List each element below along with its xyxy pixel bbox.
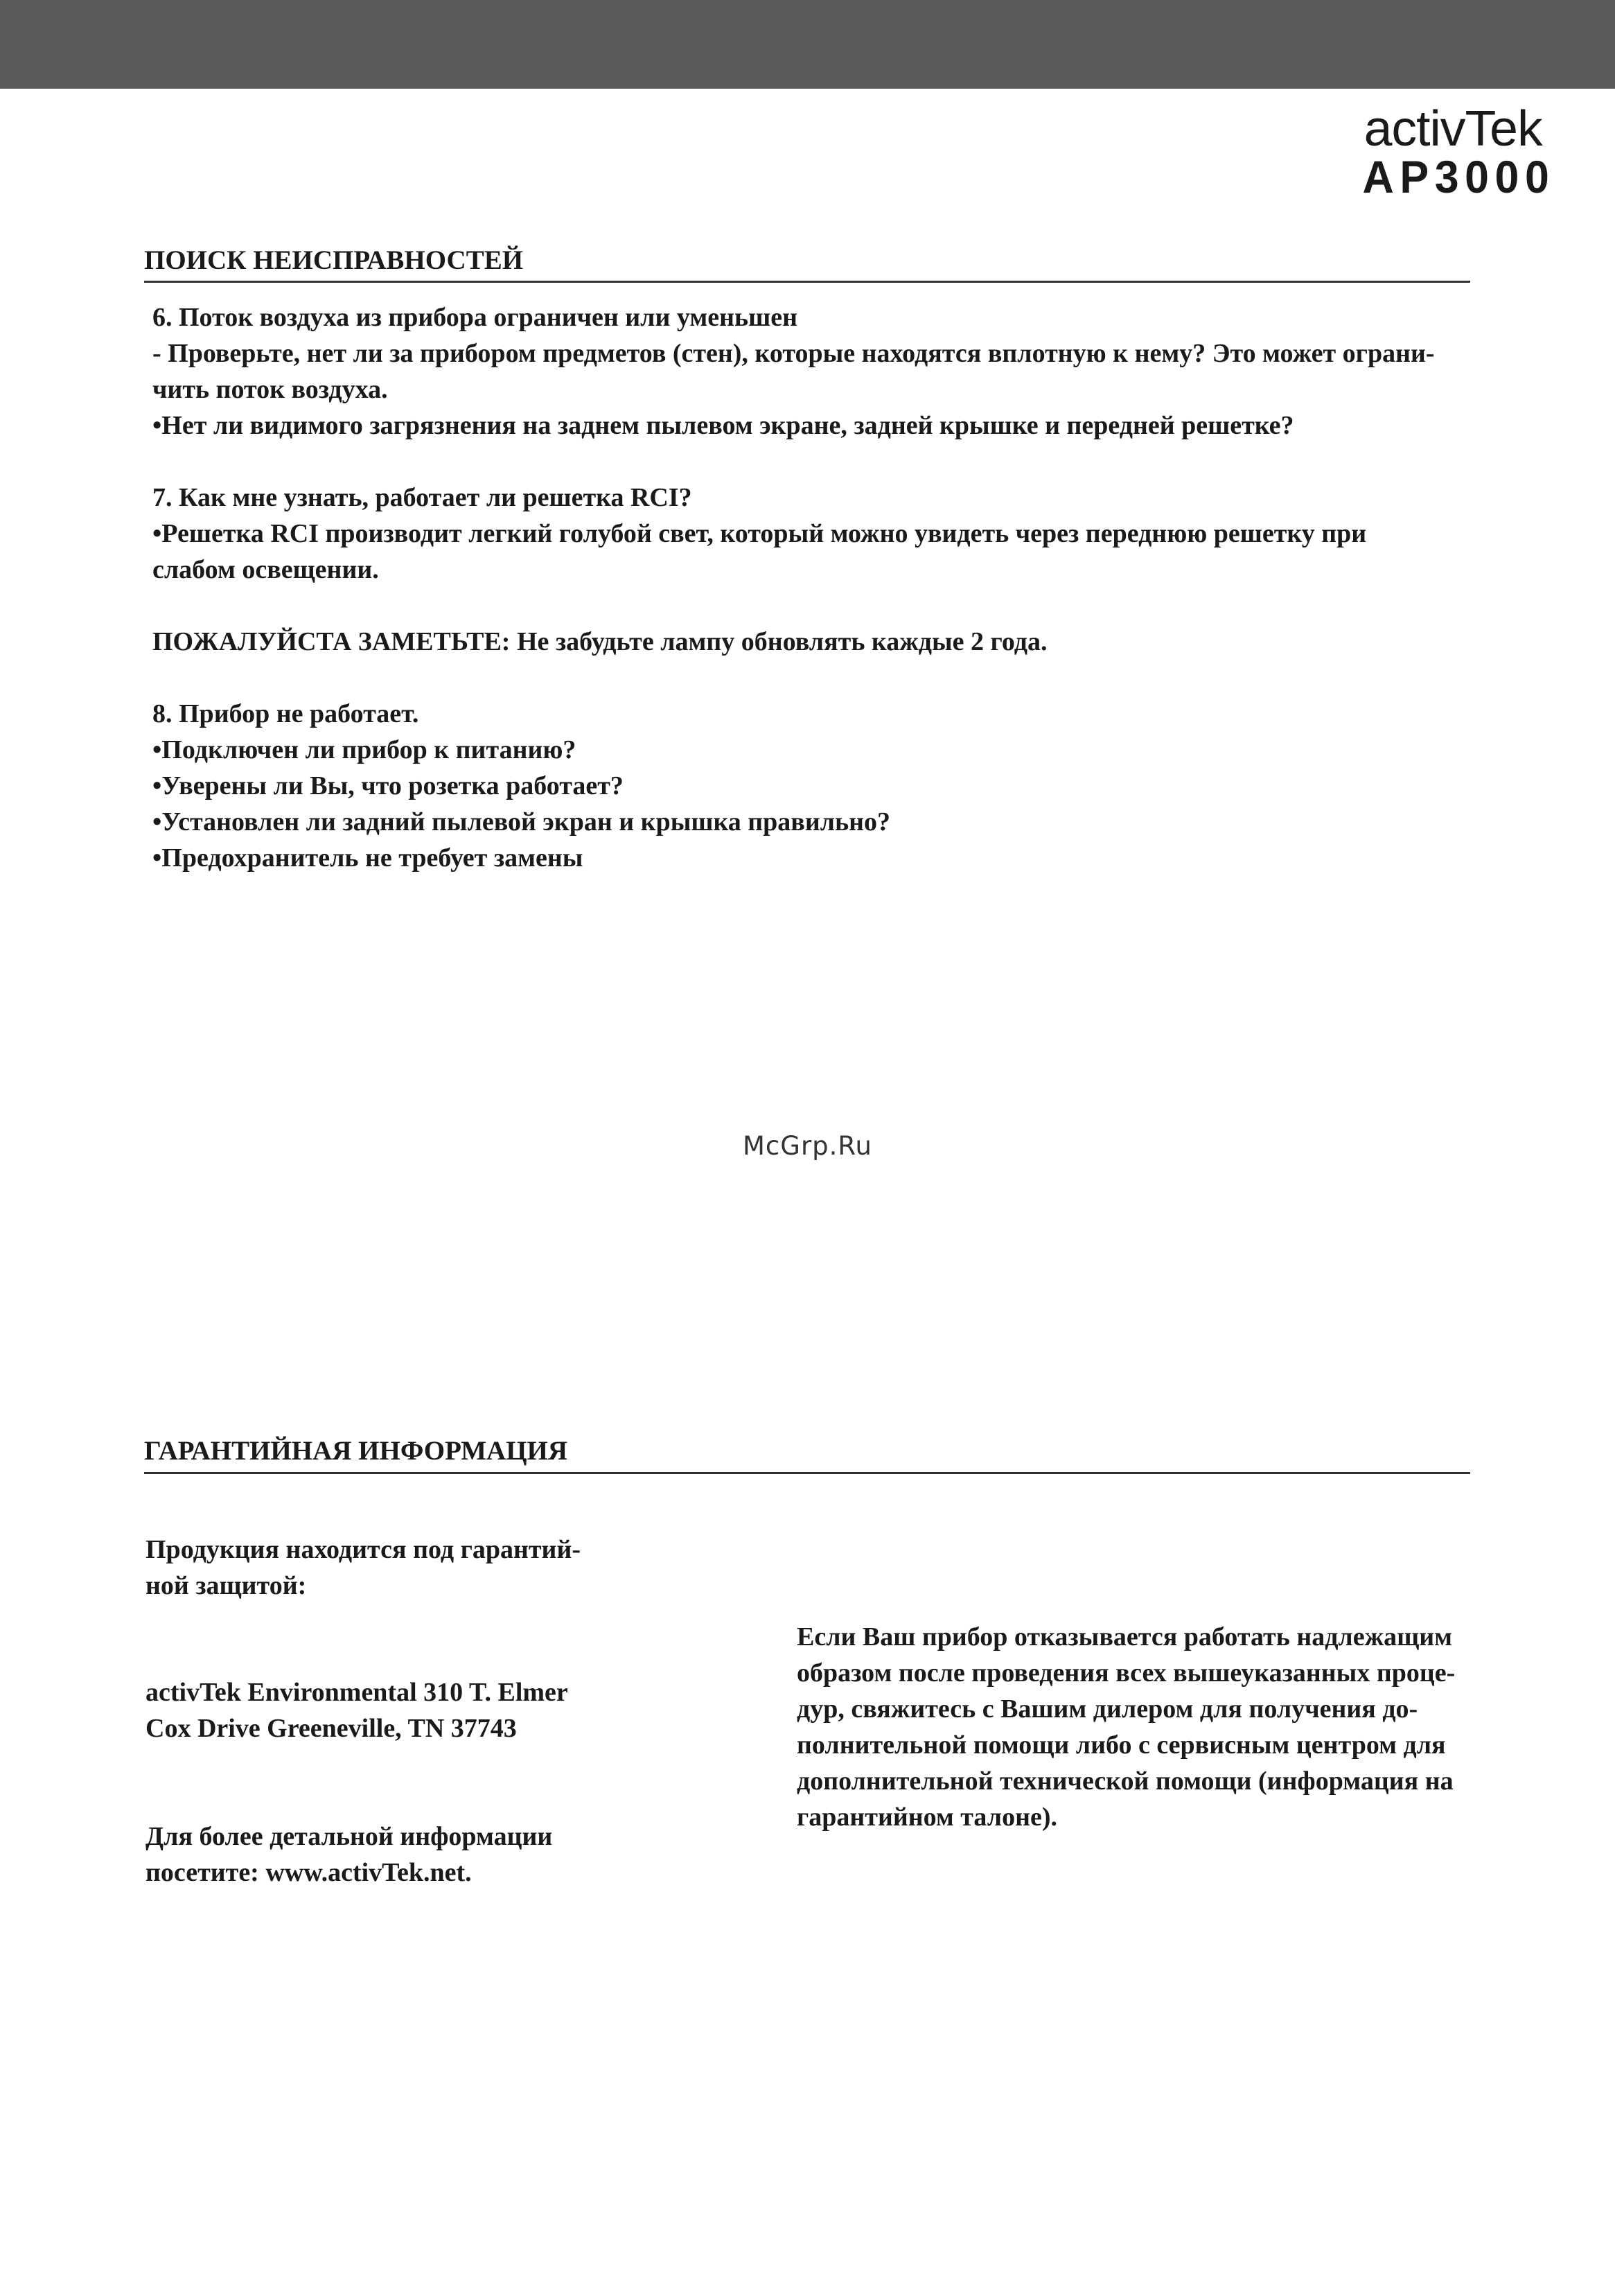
warranty-contact-line3: дур, свяжитесь с Вашим дилером для получения до- (797, 1694, 1418, 1724)
warranty-contact-line5: дополнительной технической помощи (информация на (797, 1767, 1454, 1796)
warranty-divider (144, 1472, 1470, 1474)
item7-heading: 7. Как мне узнать, работает ли решетка RCI? (152, 483, 692, 512)
warranty-contact-line6: гарантийном талоне). (797, 1803, 1057, 1832)
troubleshooting-body (152, 299, 1476, 876)
warranty-address-line2: Cox Drive Greeneville, TN 37743 (145, 1714, 517, 1743)
item7-line2: слабом освещении. (152, 555, 379, 584)
item8-heading: 8. Прибор не работает. (152, 699, 419, 728)
item6-heading: 6. Поток воздуха из прибора ограничен или уменьшен (152, 303, 797, 332)
logo-model-name: AP3000 (1362, 151, 1555, 202)
warranty-address-line1: activTek Environmental 310 T. Elmer (145, 1678, 568, 1707)
warranty-coverage-line2: ной защитой: (145, 1571, 307, 1600)
warranty-title: ГАРАНТИЙНАЯ ИНФОРМАЦИЯ (144, 1436, 568, 1466)
warranty-contact-line2: образом после проведения всех вышеуказанных проце- (797, 1658, 1456, 1688)
item6-line3: •Нет ли видимого загрязнения на заднем пылевом экране, задней крышке и передней решетке? (152, 411, 1294, 440)
warranty-right-column (797, 1619, 1455, 1835)
item6-line1: - Проверьте, нет ли за прибором предметов (стен), которые находятся вплотную к нему? Это может ограни- (152, 339, 1435, 368)
troubleshooting-title: ПОИСК НЕИСПРАВНОСТЕЙ (144, 245, 524, 275)
watermark: McGrp.Ru (743, 1131, 872, 1161)
logo-brand-name: activTek (1364, 101, 1542, 157)
item8-line3: •Установлен ли задний пылевой экран и крышка правильно? (152, 807, 891, 836)
warranty-left-column (145, 1532, 581, 1604)
brand-logo (1353, 101, 1555, 202)
item8-line4: •Предохранитель не требует замены (152, 843, 583, 873)
warranty-contact-line4: полнительной помощи либо с сервисным центром для (797, 1730, 1446, 1760)
warranty-coverage-line1: Продукция находится под гарантий- (145, 1535, 581, 1564)
top-header-bar (0, 0, 1615, 89)
item7-line1: •Решетка RCI производит легкий голубой свет, который можно увидеть через переднюю решетку при (152, 519, 1367, 548)
warranty-more-info-line2: посетите: www.activTek.net. (145, 1858, 472, 1887)
warranty-contact-line1: Если Ваш прибор отказывается работать надлежащим (797, 1622, 1453, 1651)
lamp-note: ПОЖАЛУЙСТА ЗАМЕТЬТЕ: Не забудьте лампу обновлять каждые 2 года. (152, 627, 1048, 656)
troubleshooting-divider (144, 281, 1470, 283)
item8-line2: •Уверены ли Вы, что розетка работает? (152, 771, 624, 800)
item8-line1: •Подключен ли прибор к питанию? (152, 735, 576, 764)
item6-line2: чить поток воздуха. (152, 375, 388, 404)
warranty-more-info-line1: Для более детальной информации (145, 1822, 553, 1851)
warranty-more-info (145, 1819, 552, 1891)
warranty-address (145, 1674, 568, 1746)
